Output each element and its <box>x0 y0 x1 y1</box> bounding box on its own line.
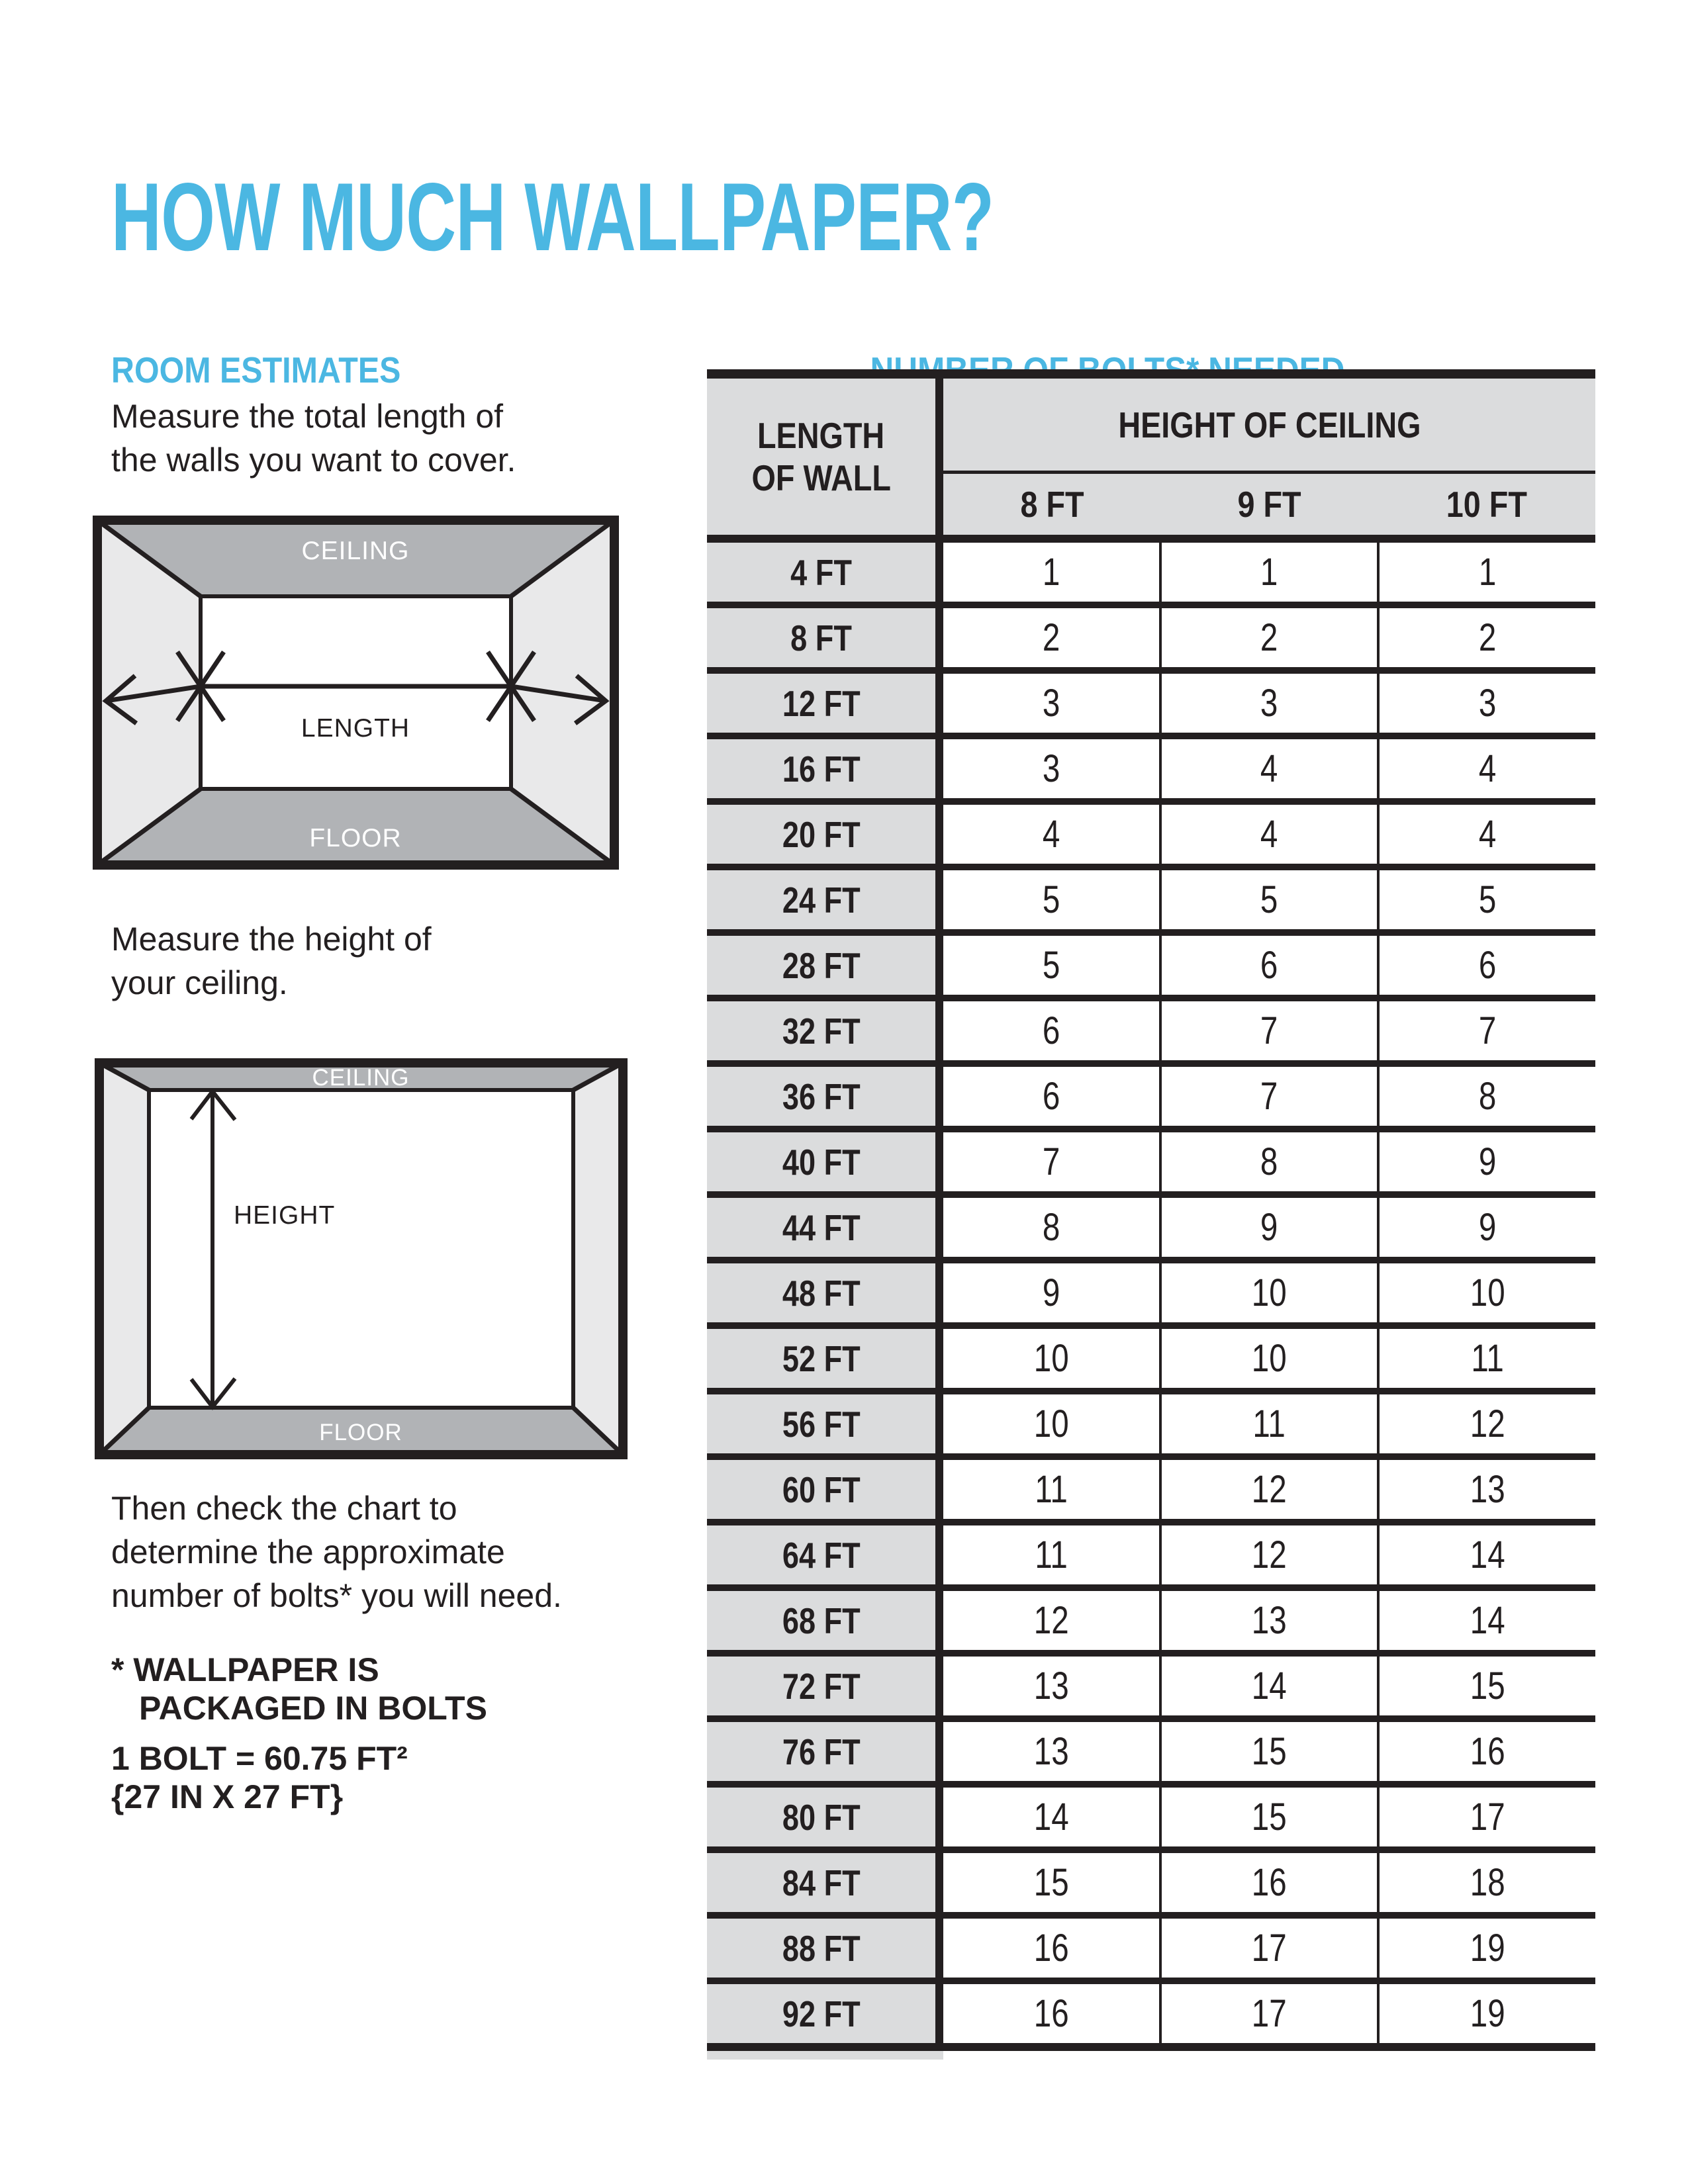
row-label: 88 FT <box>707 1919 943 1978</box>
bolt-count-cell: 7 <box>1162 1001 1380 1060</box>
bolt-count-cell: 10 <box>1470 1271 1505 1314</box>
column-group-header: HEIGHT OF CEILING <box>943 379 1595 474</box>
column-header-10ft: 10 FT <box>1446 484 1527 525</box>
column-group <box>943 379 1595 535</box>
bolt-count-cell: 3 <box>1162 674 1380 733</box>
bolt-count-cell: 5 <box>943 936 1162 995</box>
bolt-count-cell: 16 <box>943 1919 1162 1978</box>
table-row <box>707 739 1595 805</box>
table-row <box>707 870 1595 936</box>
floor-label: FLOOR <box>319 1420 402 1445</box>
bolt-count-cell: 14 <box>1470 1533 1505 1576</box>
bolt-count-cell: 11 <box>943 1460 1162 1519</box>
row-label: 20 FT <box>707 805 943 864</box>
row-label: 76 FT <box>707 1722 943 1781</box>
row-label: 60 FT <box>707 1460 943 1519</box>
bolt-count-cell: 10 <box>943 1329 1162 1388</box>
table-row <box>707 936 1595 1001</box>
text-line: 1 BOLT = 60.75 FT² <box>111 1740 408 1777</box>
bolt-count-cell: 11 <box>1471 1337 1504 1380</box>
table-row <box>707 1525 1595 1591</box>
row-label: 4 FT <box>707 543 943 602</box>
bolt-count-cell: 13 <box>943 1657 1162 1715</box>
bolt-count-cell: 6 <box>1162 936 1380 995</box>
row-label: 44 FT <box>707 1198 943 1257</box>
table-row <box>707 543 1595 608</box>
bolt-count-cell: 2 <box>943 608 1162 667</box>
table-row <box>707 1722 1595 1788</box>
table-row <box>707 1984 1595 2051</box>
bolt-count-cell: 5 <box>1478 878 1497 921</box>
ceiling-label: CEILING <box>312 1065 410 1091</box>
bolt-count-cell: 6 <box>943 1001 1162 1060</box>
text-line: the walls you want to cover. <box>111 441 516 478</box>
table-row <box>707 1460 1595 1525</box>
column-headers <box>943 474 1595 535</box>
text-line: Measure the height of <box>111 921 432 958</box>
row-label: 72 FT <box>707 1657 943 1715</box>
bolt-count-cell: 15 <box>1470 1664 1505 1707</box>
text-line: {27 IN X 27 FT} <box>111 1778 344 1815</box>
bolt-count-cell: 3 <box>943 674 1162 733</box>
table-body <box>707 543 1595 2051</box>
bolt-count-cell: 4 <box>1162 805 1380 864</box>
table-row <box>707 1329 1595 1394</box>
text-line: PACKAGED IN BOLTS <box>139 1690 487 1727</box>
bolt-count-cell: 18 <box>1470 1861 1505 1904</box>
bolt-count-cell: 17 <box>1162 1919 1380 1978</box>
bolt-count-cell: 15 <box>943 1853 1162 1912</box>
table-header <box>707 379 1595 543</box>
table-row <box>707 608 1595 674</box>
table-row <box>707 1788 1595 1853</box>
left-wall-surface <box>99 1063 149 1455</box>
bolt-count-cell: 8 <box>943 1198 1162 1257</box>
row-axis-header-line: LENGTH <box>757 415 885 456</box>
bolt-count-cell: 19 <box>1470 1992 1505 2035</box>
text-line: Measure the total length of <box>111 398 504 435</box>
table-row <box>707 805 1595 870</box>
bolt-count-cell: 13 <box>943 1722 1162 1781</box>
bolt-count-cell: 4 <box>1478 813 1497 856</box>
bolt-count-cell: 5 <box>943 870 1162 929</box>
row-label: 92 FT <box>707 1984 943 2043</box>
bolt-count-cell: 5 <box>1162 870 1380 929</box>
table-row <box>707 1394 1595 1460</box>
right-wall-surface <box>573 1063 623 1455</box>
row-label: 52 FT <box>707 1329 943 1388</box>
bolts-footnote <box>111 1651 487 1727</box>
table-row <box>707 1132 1595 1198</box>
instruction-measure-length <box>111 394 516 482</box>
bolt-count-cell: 17 <box>1470 1796 1505 1839</box>
row-label: 64 FT <box>707 1525 943 1584</box>
bolt-count-cell: 7 <box>943 1132 1162 1191</box>
bolt-count-cell: 2 <box>1478 616 1497 659</box>
bolt-count-cell: 8 <box>1478 1075 1497 1118</box>
bolt-count-cell: 13 <box>1162 1591 1380 1650</box>
bolt-count-cell: 12 <box>1162 1460 1380 1519</box>
back-wall <box>201 596 511 789</box>
bolt-count-cell: 16 <box>1470 1730 1505 1773</box>
table-row <box>707 1853 1595 1919</box>
bolt-count-cell: 14 <box>1162 1657 1380 1715</box>
bolt-count-cell: 14 <box>943 1788 1162 1846</box>
bolt-count-cell: 3 <box>1478 682 1497 725</box>
length-label: LENGTH <box>301 714 410 743</box>
row-label: 16 FT <box>707 739 943 798</box>
table-row <box>707 674 1595 739</box>
bolt-count-cell: 16 <box>943 1984 1162 2043</box>
bolt-count-cell: 6 <box>943 1067 1162 1126</box>
row-label: 80 FT <box>707 1788 943 1846</box>
bolt-count-cell: 11 <box>1162 1394 1380 1453</box>
bolt-count-cell: 11 <box>943 1525 1162 1584</box>
row-label: 8 FT <box>707 608 943 667</box>
bolts-table <box>707 369 1595 2060</box>
row-label: 12 FT <box>707 674 943 733</box>
row-axis-header <box>707 379 943 535</box>
bolt-count-cell: 15 <box>1162 1722 1380 1781</box>
text-line: your ceiling. <box>111 964 288 1001</box>
table-top-border <box>707 369 1595 379</box>
bolt-count-cell: 4 <box>943 805 1162 864</box>
row-label: 36 FT <box>707 1067 943 1126</box>
bolt-count-cell: 7 <box>1162 1067 1380 1126</box>
bolt-count-cell: 19 <box>1470 1927 1505 1970</box>
bolt-count-cell: 1 <box>1162 543 1380 602</box>
bolt-count-cell: 3 <box>943 739 1162 798</box>
room-height-diagram <box>95 1058 628 1459</box>
bolt-count-cell: 9 <box>943 1263 1162 1322</box>
table-row <box>707 1919 1595 1984</box>
bolt-count-cell: 17 <box>1162 1984 1380 2043</box>
bolt-count-cell: 9 <box>1478 1140 1497 1183</box>
instruction-measure-height <box>111 917 432 1005</box>
room-estimates-heading: ROOM ESTIMATES <box>111 349 401 390</box>
bolt-count-cell: 16 <box>1162 1853 1380 1912</box>
page-title: HOW MUCH WALLPAPER? <box>111 162 994 271</box>
bolt-count-cell: 10 <box>1162 1263 1380 1322</box>
table-row <box>707 1198 1595 1263</box>
bolt-count-cell: 9 <box>1162 1198 1380 1257</box>
ceiling-label: CEILING <box>301 537 410 565</box>
text-line: * WALLPAPER IS <box>111 1651 379 1688</box>
bolt-count-cell: 15 <box>1162 1788 1380 1846</box>
bolt-count-cell: 12 <box>1162 1525 1380 1584</box>
text-line: number of bolts* you will need. <box>111 1577 562 1614</box>
table-footer-strip <box>707 2051 943 2060</box>
bolt-count-cell: 4 <box>1478 747 1497 790</box>
row-label: 68 FT <box>707 1591 943 1650</box>
bolt-count-cell: 8 <box>1162 1132 1380 1191</box>
row-label: 32 FT <box>707 1001 943 1060</box>
bolt-count-cell: 10 <box>943 1394 1162 1453</box>
height-label: HEIGHT <box>234 1201 336 1230</box>
table-row <box>707 1001 1595 1067</box>
bolt-count-cell: 10 <box>1162 1329 1380 1388</box>
row-label: 24 FT <box>707 870 943 929</box>
bolt-count-cell: 2 <box>1162 608 1380 667</box>
instruction-check-chart <box>111 1486 562 1617</box>
row-label: 28 FT <box>707 936 943 995</box>
table-row <box>707 1067 1595 1132</box>
bolt-count-cell: 9 <box>1478 1206 1497 1249</box>
floor-label: FLOOR <box>309 824 402 852</box>
bolt-count-cell: 4 <box>1162 739 1380 798</box>
text-line: Then check the chart to <box>111 1490 457 1527</box>
bolt-count-cell: 1 <box>943 543 1162 602</box>
bolt-count-cell: 13 <box>1470 1468 1505 1511</box>
table-row <box>707 1591 1595 1657</box>
table-row <box>707 1263 1595 1329</box>
column-header-8ft: 8 FT <box>1020 484 1084 525</box>
row-label: 48 FT <box>707 1263 943 1322</box>
bolt-count-cell: 12 <box>1470 1402 1505 1445</box>
bolt-count-cell: 6 <box>1478 944 1497 987</box>
column-header-9ft: 9 FT <box>1237 484 1301 525</box>
row-label: 40 FT <box>707 1132 943 1191</box>
bolt-size-info <box>111 1739 408 1816</box>
bolt-count-cell: 14 <box>1470 1599 1505 1642</box>
room-length-diagram <box>93 516 619 870</box>
row-axis-header-line: OF WALL <box>751 457 891 498</box>
bolt-count-cell: 1 <box>1478 551 1497 594</box>
row-label: 84 FT <box>707 1853 943 1912</box>
table-row <box>707 1657 1595 1722</box>
text-line: determine the approximate <box>111 1533 505 1570</box>
bolt-count-cell: 12 <box>943 1591 1162 1650</box>
row-label: 56 FT <box>707 1394 943 1453</box>
bolt-count-cell: 7 <box>1478 1009 1497 1052</box>
